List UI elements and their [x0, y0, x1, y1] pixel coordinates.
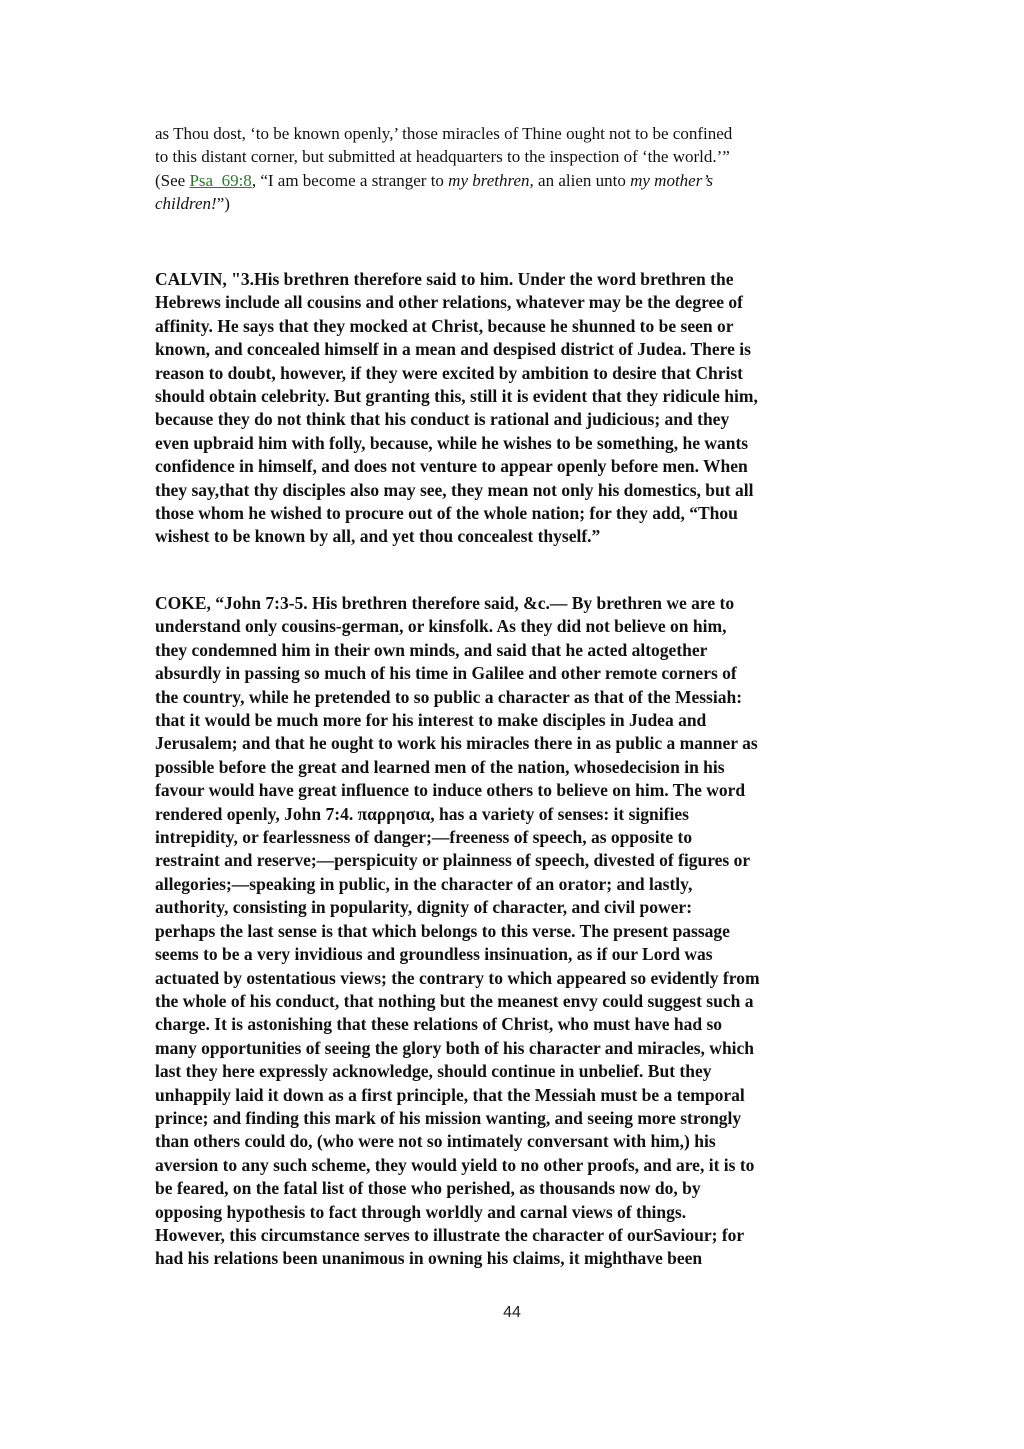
text-line: charge. It is astonishing that these relations of Christ, who must have had so — [155, 1014, 723, 1035]
coke-commentary — [155, 592, 875, 1271]
text-line: aversion to any such scheme, they would yield to no other proofs, and are, it is to — [155, 1154, 755, 1175]
text-line: that it would be much more for his interest to make disciples in Judea and — [155, 710, 707, 731]
text-line: favour would have great influence to induce others to believe on him. The word — [155, 780, 746, 801]
text-line: perhaps the last sense is that which belongs to this verse. The present passage — [155, 920, 730, 941]
text-line: understand only cousins-german, or kinsfolk. As they did not believe on him, — [155, 616, 727, 637]
text-line: authority, consisting in popularity, dignity of character, and civil power: — [155, 897, 693, 918]
text-line: possible before the great and learned men of the nation, whosedecision in his — [155, 756, 725, 777]
text-line: known, and concealed himself in a mean and despised district of Judea. There is — [155, 339, 751, 360]
text-line — [155, 192, 875, 215]
text-line: intrepidity, or fearlessness of danger;—freeness of speech, as opposite to — [155, 827, 693, 848]
text-line: Hebrews include all cousins and other relations, whatever may be the degree of — [155, 292, 744, 313]
text-line: be feared, on the fatal list of those who perished, as thousands now do, by — [155, 1178, 701, 1199]
text-line: Jerusalem; and that he ought to work his miracles there in as public a manner as — [155, 733, 758, 754]
calvin-commentary — [155, 268, 875, 549]
text-line: many opportunities of seeing the glory both of his character and miracles, which — [155, 1037, 755, 1058]
text-line: they condemned him in their own minds, and said that he acted altogether — [155, 639, 708, 660]
text-line: confidence in himself, and does not venture to appear openly before men. When — [155, 456, 748, 477]
text-line: than others could do, (who were not so intimately conversant with him,) his — [155, 1131, 716, 1152]
text-line: last they here expressly acknowledge, should continue in unbelief. But they — [155, 1061, 712, 1082]
text-line: rendered openly, John 7:4. παρρησια, has a variety of senses: it signifies — [155, 803, 689, 824]
text-line: However, this circumstance serves to illustrate the character of ourSaviour; for — [155, 1224, 745, 1245]
text-line: as Thou dost, ‘to be known openly,’ those miracles of Thine ought not to be confined — [155, 124, 733, 143]
text-line: wishest to be known by all, and yet thou concealest thyself.” — [155, 526, 601, 547]
text-span: , “I am become a stranger to — [251, 170, 449, 190]
text-line: affinity. He says that they mocked at Christ, because he shunned to be seen or — [155, 315, 734, 336]
text-line — [155, 169, 875, 192]
text-line: opposing hypothesis to fact through worldly and carnal views of things. — [155, 1201, 687, 1222]
text-line: they say,that thy disciples also may see, they mean not only his domestics, but all — [155, 479, 754, 500]
scripture-link-psa-69-8[interactable]: Psa_69:8 — [189, 170, 252, 190]
text-line: the whole of his conduct, that nothing but the meanest envy could suggest such a — [155, 990, 754, 1011]
text-line: because they do not think that his conduct is rational and judicious; and they — [155, 409, 730, 430]
text-line: to this distant corner, but submitted at headquarters to the inspection of ‘the world.’” — [155, 147, 730, 167]
page-number: 44 — [503, 1304, 521, 1321]
text-line: the country, while he pretended to so public a character as that of the Messiah: — [155, 686, 743, 707]
text-span: ”) — [216, 194, 230, 214]
emphasis-text: my mother’s — [630, 170, 714, 190]
text-line: should obtain celebrity. But granting this, still it is evident that they ridicule him, — [155, 386, 758, 407]
emphasis-text: my brethren, — [448, 170, 534, 190]
text-line: had his relations been unanimous in owning his claims, it mighthave been — [155, 1248, 703, 1269]
intro-paragraph — [155, 122, 875, 216]
text-line: those whom he wished to procure out of the whole nation; for they add, “Thou — [155, 503, 738, 524]
text-line: unhappily laid it down as a first principle, that the Messiah must be a temporal — [155, 1084, 745, 1105]
text-line: absurdly in passing so much of his time in Galilee and other remote corners of — [155, 663, 737, 684]
text-span: (See — [155, 170, 190, 190]
text-span: an alien unto — [533, 170, 631, 190]
text-line: reason to doubt, however, if they were excited by ambition to desire that Christ — [155, 362, 743, 383]
text-line: restraint and reserve;—perspicuity or plainness of speech, divested of figures or — [155, 850, 751, 871]
text-line: even upbraid him with folly, because, while he wishes to be something, he wants — [155, 432, 749, 453]
text-line: COKE, “John 7:3-5. His brethren therefore said, &c.— By brethren we are to — [155, 593, 735, 613]
text-line: actuated by ostentatious views; the contrary to which appeared so evidently from — [155, 967, 760, 988]
emphasis-text: children! — [155, 194, 217, 214]
text-line: CALVIN, "3.His brethren therefore said to him. Under the word brethren the — [155, 269, 734, 289]
text-line: allegories;—speaking in public, in the character of an orator; and lastly, — [155, 873, 693, 894]
text-line: seems to be a very invidious and groundless insinuation, as if our Lord was — [155, 944, 713, 965]
text-line: prince; and finding this mark of his mission wanting, and seeing more strongly — [155, 1107, 742, 1128]
